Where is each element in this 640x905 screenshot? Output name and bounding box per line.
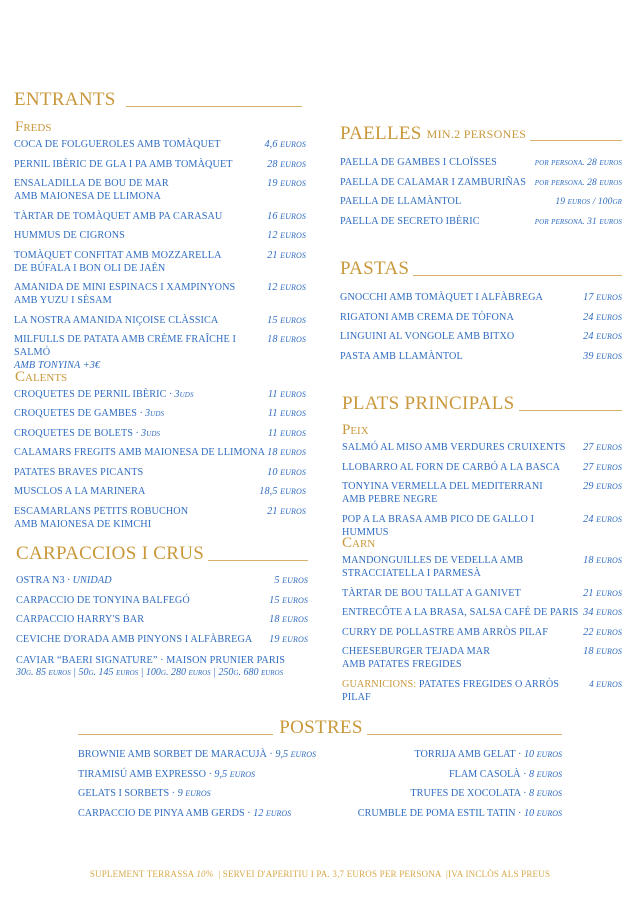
subcategory-peix: Peix xyxy=(342,422,369,438)
item-name: PERNIL IBÈRIC DE GLA I PA AMB TOMÀQUET xyxy=(14,158,233,170)
divider-left xyxy=(78,734,273,735)
menu-item xyxy=(342,480,622,513)
item-price: 27 EUROS xyxy=(583,461,622,473)
section-title xyxy=(78,718,562,738)
menu-item xyxy=(340,291,622,311)
item-price: 29 EUROS xyxy=(583,481,622,492)
title-text: POSTRES xyxy=(279,717,363,738)
menu-item xyxy=(16,574,308,594)
menu-item xyxy=(14,427,306,447)
caviar-prices: 30g. 85 euros | 50g. 145 euros | 100g. 280 euros | 250g. 680 euros xyxy=(16,667,284,678)
menu-item xyxy=(14,485,306,505)
menu-item xyxy=(14,466,306,486)
item-name: CARPACCIO DE TONYINA BALFEGÓ xyxy=(16,594,190,606)
item-price: 18 EUROS xyxy=(583,555,622,566)
item-price: 18 EUROS xyxy=(267,447,306,458)
menu-item xyxy=(342,645,622,678)
item-price: 22 EUROS xyxy=(583,626,622,638)
menu-item xyxy=(14,446,306,466)
item-price: 5 EUROS xyxy=(274,575,308,586)
section-title xyxy=(14,90,302,110)
subcategory-freds: Freds xyxy=(15,119,52,135)
item-price: 21 EUROS xyxy=(267,505,306,517)
section-entrants xyxy=(14,90,306,537)
title-text: CARPACCIOS I CRUS xyxy=(16,543,205,564)
menu-item xyxy=(14,177,306,210)
item-name: TÀRTAR DE BOU TALLAT A GANIVET xyxy=(342,587,521,599)
item-name: MUSCLOS A LA MARINERA xyxy=(14,486,146,497)
item-name: CARPACCIO HARRY'S BAR xyxy=(16,614,145,625)
postre-left: TIRAMISÚ AMB EXPRESSO · 9,5 EUROS xyxy=(78,768,256,780)
item-name: CALAMARS FREGITS AMB MAIONESA DE LLIMONA xyxy=(14,447,266,458)
section-paelles xyxy=(340,124,622,234)
menu-item xyxy=(342,587,622,607)
divider xyxy=(530,140,622,141)
menu-item xyxy=(342,441,622,461)
item-price: 21 EUROS xyxy=(583,587,622,599)
item-price: 24 EUROS xyxy=(583,311,622,323)
item-name: LINGUINI AL VONGOLE AMB BITXO xyxy=(340,331,515,342)
postres-row xyxy=(78,808,562,828)
section-postres xyxy=(78,718,562,827)
divider xyxy=(126,106,302,107)
item-price: 18,5 EUROS xyxy=(259,486,306,497)
peix-list xyxy=(342,441,622,538)
item-name: MANDONGUILLES DE VEDELLA AMB STRACCIATELLA I PARMESÀ xyxy=(342,555,524,579)
paelles-list xyxy=(340,156,622,234)
menu-item xyxy=(14,138,306,158)
item-price: 27 EUROS xyxy=(583,442,622,453)
subcategory-calents: Calents xyxy=(15,368,68,385)
item-price: 19 EUROS xyxy=(269,633,308,645)
item-name: ENTRECÔTE A LA BRASA, SALSA CAFÉ DE PARIS xyxy=(342,607,579,618)
item-price: 12 EUROS xyxy=(267,230,306,241)
guarnicions-label: GUARNICIONS: xyxy=(342,678,417,690)
menu-item xyxy=(14,281,306,314)
item-price: 39 EUROS xyxy=(583,350,622,362)
item-price: 18 EUROS xyxy=(583,646,622,657)
section-title xyxy=(340,259,622,279)
item-price: 17 EUROS xyxy=(583,292,622,303)
terrassa-label: SUPLEMENT TERRASSA xyxy=(89,869,194,879)
carn-list xyxy=(342,554,622,678)
menu-item xyxy=(14,210,306,230)
item-name: POP A LA BRASA AMB PICO DE GALLO I HUMMUS xyxy=(342,513,535,538)
pastas-list xyxy=(340,291,622,369)
item-price: 15 EUROS xyxy=(269,594,308,606)
section-principals xyxy=(342,393,622,703)
menu-item xyxy=(14,505,306,538)
freds-list xyxy=(14,138,306,371)
item-name: LLOBARRO AL FORN DE CARBÓ A LA BASCA xyxy=(342,461,561,473)
menu-item xyxy=(342,606,622,626)
item-price: 12 EUROS xyxy=(267,282,306,293)
menu-item xyxy=(342,461,622,481)
item-price: 18 EUROS xyxy=(267,334,306,345)
title-text: PASTAS xyxy=(340,258,410,279)
item-name: TOMÀQUET CONFITAT AMB MOZZARELLA DE BÚFALA I BON OLI DE JAÉN xyxy=(14,249,222,274)
menu-item xyxy=(340,350,622,370)
item-price: 34 EUROS xyxy=(583,607,622,618)
menu-item xyxy=(16,613,308,633)
footer-note xyxy=(0,869,640,879)
menu-item xyxy=(340,330,622,350)
menu-item xyxy=(14,407,306,427)
section-title xyxy=(340,124,622,144)
item-name: PATATES BRAVES PICANTS xyxy=(14,466,144,478)
item-name: CHEESEBURGER TEJADA MAR AMB PATATES FREGIDES xyxy=(342,646,491,670)
postres-row xyxy=(78,769,562,789)
title-text: ENTRANTS xyxy=(14,89,116,110)
caviar-item xyxy=(16,654,308,667)
postre-right: TORRIJA AMB GELAT · 10 EUROS xyxy=(414,749,562,760)
postre-right: FLAM CASOLÀ · 8 EUROS xyxy=(448,768,562,780)
guarnicions-item xyxy=(342,678,622,703)
item-price: 19 euros / 100gr xyxy=(555,197,622,207)
menu-item xyxy=(14,158,306,178)
section-pastas xyxy=(340,259,622,369)
iva-note: |IVA INCLÒS ALS PREUS xyxy=(446,869,551,879)
menu-item xyxy=(340,311,622,331)
section-title xyxy=(16,544,308,564)
menu-item xyxy=(340,195,622,215)
item-name: RIGATONI AMB CREMA DE TÒFONA xyxy=(340,311,514,323)
item-name: PAELLA DE GAMBES I CLOÏSSES xyxy=(340,157,497,168)
menu-item xyxy=(342,626,622,646)
item-price: 10 EUROS xyxy=(267,466,306,478)
menu-item xyxy=(14,333,306,371)
subcategory-carn: Carn xyxy=(342,535,376,551)
menu-item xyxy=(16,633,308,653)
title-text: PLATS PRINCIPALS xyxy=(342,393,515,414)
terrassa-value: 10% xyxy=(196,869,214,879)
postres-row xyxy=(78,749,562,769)
item-price: 21 EUROS xyxy=(267,249,306,261)
item-name: CEVICHE D'ORADA AMB PINYONS I ALFÀBREGA xyxy=(16,633,253,645)
item-price: 24 EUROS xyxy=(583,513,622,525)
item-price: 4 EUROS xyxy=(589,678,622,689)
item-name: PAELLA DE SECRETO IBÈRIC xyxy=(340,215,480,227)
item-price: 4,6 EUROS xyxy=(264,139,306,150)
divider xyxy=(208,560,308,561)
postres-row xyxy=(78,788,562,808)
servei-note: | SERVEI D'APERITIU I PA. 3,7 EUROS PER PERSONA xyxy=(218,869,442,879)
menu-item xyxy=(340,176,622,196)
calents-list xyxy=(14,388,306,538)
postre-right: TRUFES DE XOCOLATA · 8 EUROS xyxy=(410,788,562,799)
item-price: 11 EUROS xyxy=(267,427,306,439)
menu-item xyxy=(342,513,622,538)
item-name: SALMÓ AL MISO AMB VERDURES CRUIXENTS xyxy=(342,442,566,453)
item-price: 28 EUROS xyxy=(267,158,306,170)
item-price: 19 EUROS xyxy=(267,178,306,189)
divider xyxy=(413,275,622,276)
item-name: CURRY DE POLLASTRE AMB ARRÒS PILAF xyxy=(342,626,548,638)
item-price: 24 EUROS xyxy=(583,331,622,342)
item-name: HUMMUS DE CIGRONS xyxy=(14,230,125,241)
item-name: PASTA AMB LLAMÀNTOL xyxy=(340,350,463,362)
item-name: CROQUETES DE PERNIL IBÈRIC · 3uds xyxy=(14,388,194,400)
item-price: 18 EUROS xyxy=(269,614,308,625)
section-carpaccios xyxy=(16,544,308,678)
item-name: AMANIDA DE MINI ESPINACS I XAMPINYONS AMB YUZU I SÈSAM xyxy=(14,282,236,306)
item-price: 16 EUROS xyxy=(267,210,306,222)
item-name: OSTRA N3 · UNIDAD xyxy=(16,575,112,586)
divider xyxy=(519,410,622,411)
item-name: LA NOSTRA AMANIDA NIÇOISE CLÀSSICA xyxy=(14,314,219,326)
item-name: TÀRTAR DE TOMÀQUET AMB PA CARASAU xyxy=(14,210,223,222)
menu-item xyxy=(340,156,622,176)
menu-item xyxy=(14,388,306,408)
item-name: TONYINA VERMELLA DEL MEDITERRANI AMB PEBRE NEGRE xyxy=(342,481,543,505)
carpaccios-list xyxy=(16,574,308,652)
subtitle: MIN.2 PERSONES xyxy=(426,127,527,141)
menu-item xyxy=(14,249,306,282)
menu-item xyxy=(340,215,622,235)
divider-right xyxy=(367,734,562,735)
item-price: 15 EUROS xyxy=(267,314,306,326)
item-name: ESCAMARLANS PETITS ROBUCHON AMB MAIONESA DE KIMCHI xyxy=(14,505,189,530)
item-name: MILFULLS DE PATATA AMB CRÈME FRAÎCHE I SALMÓ AMB TONYINA +3€ xyxy=(14,334,236,371)
item-name: PAELLA DE CALAMAR I ZAMBURIÑAS xyxy=(340,176,527,188)
menu-item xyxy=(342,554,622,587)
item-name: PATATES FREGIDES O ARRÒS PILAF xyxy=(342,678,560,703)
menu-item xyxy=(16,594,308,614)
item-name: COCA DE FOLGUEROLES AMB TOMÀQUET xyxy=(14,139,221,150)
item-price: 11 EUROS xyxy=(267,408,306,419)
postres-list xyxy=(78,749,562,827)
item-price: por persona. 31 euros xyxy=(534,216,622,227)
item-name: CROQUETES DE GAMBES · 3uds xyxy=(14,408,165,419)
postre-right: CRUMBLE DE POMA ESTIL TATIN · 10 EUROS xyxy=(357,807,562,819)
item-price: 11 EUROS xyxy=(267,388,306,400)
postre-left: GELATS I SORBETS · 9 EUROS xyxy=(78,788,211,799)
postre-left: CARPACCIO DE PINYA AMB GERDS · 12 EUROS xyxy=(78,807,292,819)
item-name: ENSALADILLA DE BOU DE MAR AMB MAIONESA DE LLIMONA xyxy=(14,178,169,202)
item-price: por persona. 28 euros xyxy=(534,158,622,168)
postre-left: BROWNIE AMB SORBET DE MARACUJÀ · 9,5 EUROS xyxy=(78,749,316,760)
menu-item xyxy=(14,314,306,334)
item-name: CAVIAR “BAERI SIGNATURE” · MAISON PRUNIER PARIS xyxy=(16,655,286,666)
item-name: CROQUETES DE BOLETS · 3uds xyxy=(14,427,161,439)
item-price: por persona. 28 euros xyxy=(534,177,622,188)
menu-item xyxy=(14,229,306,249)
section-title xyxy=(342,394,622,414)
title-text: PAELLES xyxy=(340,123,422,144)
item-name: PAELLA DE LLAMÀNTOL xyxy=(340,196,462,207)
item-name: GNOCCHI AMB TOMÀQUET I ALFÀBREGA xyxy=(340,292,544,303)
